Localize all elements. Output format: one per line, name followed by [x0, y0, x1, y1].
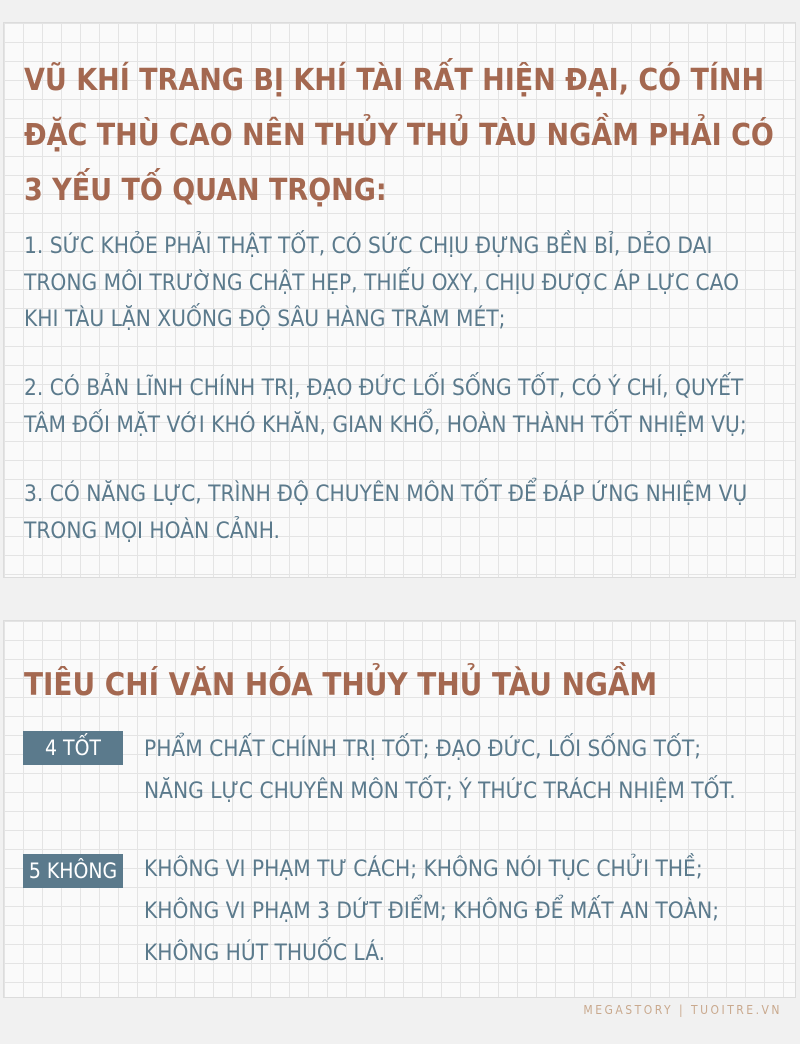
- criteria-tag-4-tot: 4 TỐT: [23, 731, 123, 765]
- requirement-item-1: 1. SỨC KHỎE PHẢI THẬT TỐT, CÓ SỨC CHỊU ĐỰNG BỀN BỈ, DẺO DAI TRONG MÔI TRƯỜNG CHẬT HẸP, THIẾU OXY, CHỊU ĐƯỢC ÁP LỰC CAO KHI TÀU LẶN XUỐNG ĐỘ SÂU HÀNG TRĂM MÉT;: [24, 233, 740, 332]
- criteria-text-4-tot: [144, 728, 775, 812]
- requirement-item-3: 3. CÓ NĂNG LỰC, TRÌNH ĐỘ CHUYÊN MÔN TỐT ĐỂ ĐÁP ỨNG NHIỆM VỤ TRONG MỌI HOÀN CẢNH.: [24, 481, 748, 544]
- culture-criteria-panel: [3, 620, 796, 998]
- criteria-line: PHẨM CHẤT CHÍNH TRỊ TỐT; ĐẠO ĐỨC, LỐI SỐNG TỐT;: [144, 736, 702, 762]
- source-credit: MEGASTORY | TUOITRE.VN: [583, 1003, 782, 1017]
- culture-criteria-heading: TIÊU CHÍ VĂN HÓA THỦY THỦ TÀU NGẦM: [24, 667, 658, 703]
- requirements-panel: [3, 22, 796, 578]
- requirement-item-2: 2. CÓ BẢN LĨNH CHÍNH TRỊ, ĐẠO ĐỨC LỐI SỐNG TỐT, CÓ Ý CHÍ, QUYẾT TÂM ĐỐI MẶT VỚI KHÓ KHĂN, GIAN KHỔ, HOÀN THÀNH TỐT NHIỆM VỤ;: [24, 375, 747, 438]
- requirements-heading: VŨ KHÍ TRANG BỊ KHÍ TÀI RẤT HIỆN ĐẠI, CÓ TÍNH ĐẶC THÙ CAO NÊN THỦY THỦ TÀU NGẦM PHẢI CÓ 3 YẾU TỐ QUAN TRỌNG:: [24, 63, 774, 208]
- criteria-line: NĂNG LỰC CHUYÊN MÔN TỐT; Ý THỨC TRÁCH NHIỆM TỐT.: [144, 778, 736, 804]
- criteria-text-5-khong: [144, 848, 775, 974]
- criteria-line: KHÔNG VI PHẠM 3 DỨT ĐIỂM; KHÔNG ĐỂ MẤT AN TOÀN;: [144, 898, 720, 924]
- criteria-line: KHÔNG VI PHẠM TƯ CÁCH; KHÔNG NÓI TỤC CHỬI THỀ;: [144, 856, 703, 882]
- criteria-line: KHÔNG HÚT THUỐC LÁ.: [144, 940, 386, 966]
- criteria-tag-5-khong: 5 KHÔNG: [23, 854, 123, 888]
